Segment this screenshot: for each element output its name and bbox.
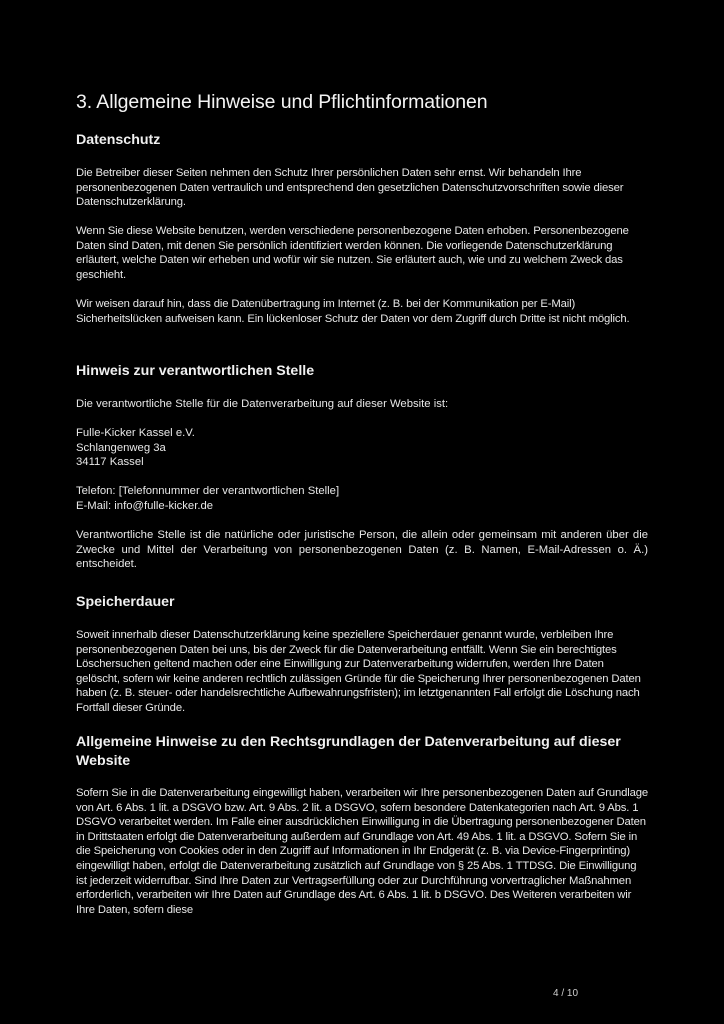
paragraph-datenschutz-3: Wir weisen darauf hin, dass die Datenübertragung im Internet (z. B. bei der Kommunikation per E-Mail) Sicherheitslücken aufweisen kann. Ein lückenloser Schutz der Daten vor dem Zugriff durch Dritte ist nicht möglich.	[76, 298, 630, 325]
phone: Telefon: [Telefonnummer der verantwortlichen Stelle]	[76, 485, 340, 497]
section-title-stelle: Hinweis zur verantwortlichen Stelle	[76, 363, 315, 379]
email[interactable]: E-Mail: info@fulle-kicker.de	[76, 499, 214, 512]
paragraph-stelle-definition: Verantwortliche Stelle ist die natürliche oder juristische Person, die allein oder gemeinsam mit anderen über die Zwecke und Mittel der Verarbeitung von personenbezogenen Daten (z. B. Namen, E-Mail-Adressen o. Ä.) entscheidet.	[76, 529, 648, 571]
contact-block	[76, 484, 648, 513]
paragraph-speicherdauer: Soweit innerhalb dieser Datenschutzerklärung keine speziellere Speicherdauer genannt wurde, verbleiben Ihre personenbezogenen Daten bei uns, bis der Zweck für die Datenverarbeitung entfällt. Wenn Sie ein berechtigtes Löschersuchen geltend machen oder eine Einwilligung zur Datenverarbeitung widerrufen, werden Ihre Daten gelöscht, sofern wir keine anderen rechtlich zulässigen Gründe für die Speicherung Ihrer personenbezogenen Daten haben (z. B. steuer- oder handelsrechtliche Aufbewahrungsfristen); im letztgenannten Fall erfolgt die Löschung nach Fortfall dieser Gründe.	[76, 629, 641, 714]
section-title-speicherdauer: Speicherdauer	[76, 594, 175, 610]
paragraph-rechtsgrundlagen: Sofern Sie in die Datenverarbeitung eingewilligt haben, verarbeiten wir Ihre personenbezogenen Daten auf Grundlage von Art. 6 Abs. 1 lit. a DSGVO bzw. Art. 9 Abs. 2 lit. a DSGVO, sofern besondere Datenkategorien nach Art. 9 Abs. 1 DSGVO verarbeitet werden. Im Falle einer ausdrücklichen Einwilligung in die Übertragung personenbezogener Daten in Drittstaaten erfolgt die Datenverarbeitung außerdem auf Grundlage von Art. 49 Abs. 1 lit. a DSGVO. Sofern Sie in die Speicherung von Cookies oder in den Zugriff auf Informationen in Ihr Endgerät (z. B. via Device-Fingerprinting) eingewilligt haben, erfolgt die Datenverarbeitung zusätzlich auf Grundlage von § 25 Abs. 1 TTDSG. Die Einwilligung ist jederzeit widerrufbar. Sind Ihre Daten zur Vertragserfüllung oder zur Durchführung vorvertraglicher Maßnahmen erforderlich, verarbeiten wir Ihre Daten auf Grundlage des Art. 6 Abs. 1 lit. b DSGVO. Des Weiteren verarbeiten wir Ihre Daten, sofern diese	[76, 787, 648, 916]
address-block	[76, 426, 648, 470]
section-title-datenschutz: Datenschutz	[76, 132, 161, 148]
street: Schlangenweg 3a	[76, 441, 166, 454]
page-heading: 3. Allgemeine Hinweise und Pflichtinformationen	[76, 91, 488, 113]
city: 34117 Kassel	[76, 456, 144, 469]
page-number: 4 / 10	[553, 988, 579, 999]
org-name: Fulle-Kicker Kassel e.V.	[76, 427, 195, 439]
paragraph-datenschutz-1: Die Betreiber dieser Seiten nehmen den Schutz Ihrer persönlichen Daten sehr ernst. Wir behandeln Ihre personenbezogenen Daten vertraulich und entsprechend den gesetzlichen Datenschutzvorschriften sowie dieser Datenschutzerklärung.	[76, 167, 624, 209]
paragraph-stelle-intro: Die verantwortliche Stelle für die Datenverarbeitung auf dieser Website ist:	[76, 398, 449, 410]
section-title-rechtsgrundlagen: Allgemeine Hinweise zu den Rechtsgrundlagen der Datenverarbeitung auf dieser Website	[76, 734, 621, 769]
paragraph-datenschutz-2: Wenn Sie diese Website benutzen, werden verschiedene personenbezogene Daten erhoben. Personenbezogene Daten sind Daten, mit denen Sie persönlich identifiziert werden können. Die vorliegende Datenschutzerklärung erläutert, welche Daten wir erheben und wofür wir sie nutzen. Sie erläutert auch, wie und zu welchem Zweck das geschieht.	[76, 225, 629, 281]
